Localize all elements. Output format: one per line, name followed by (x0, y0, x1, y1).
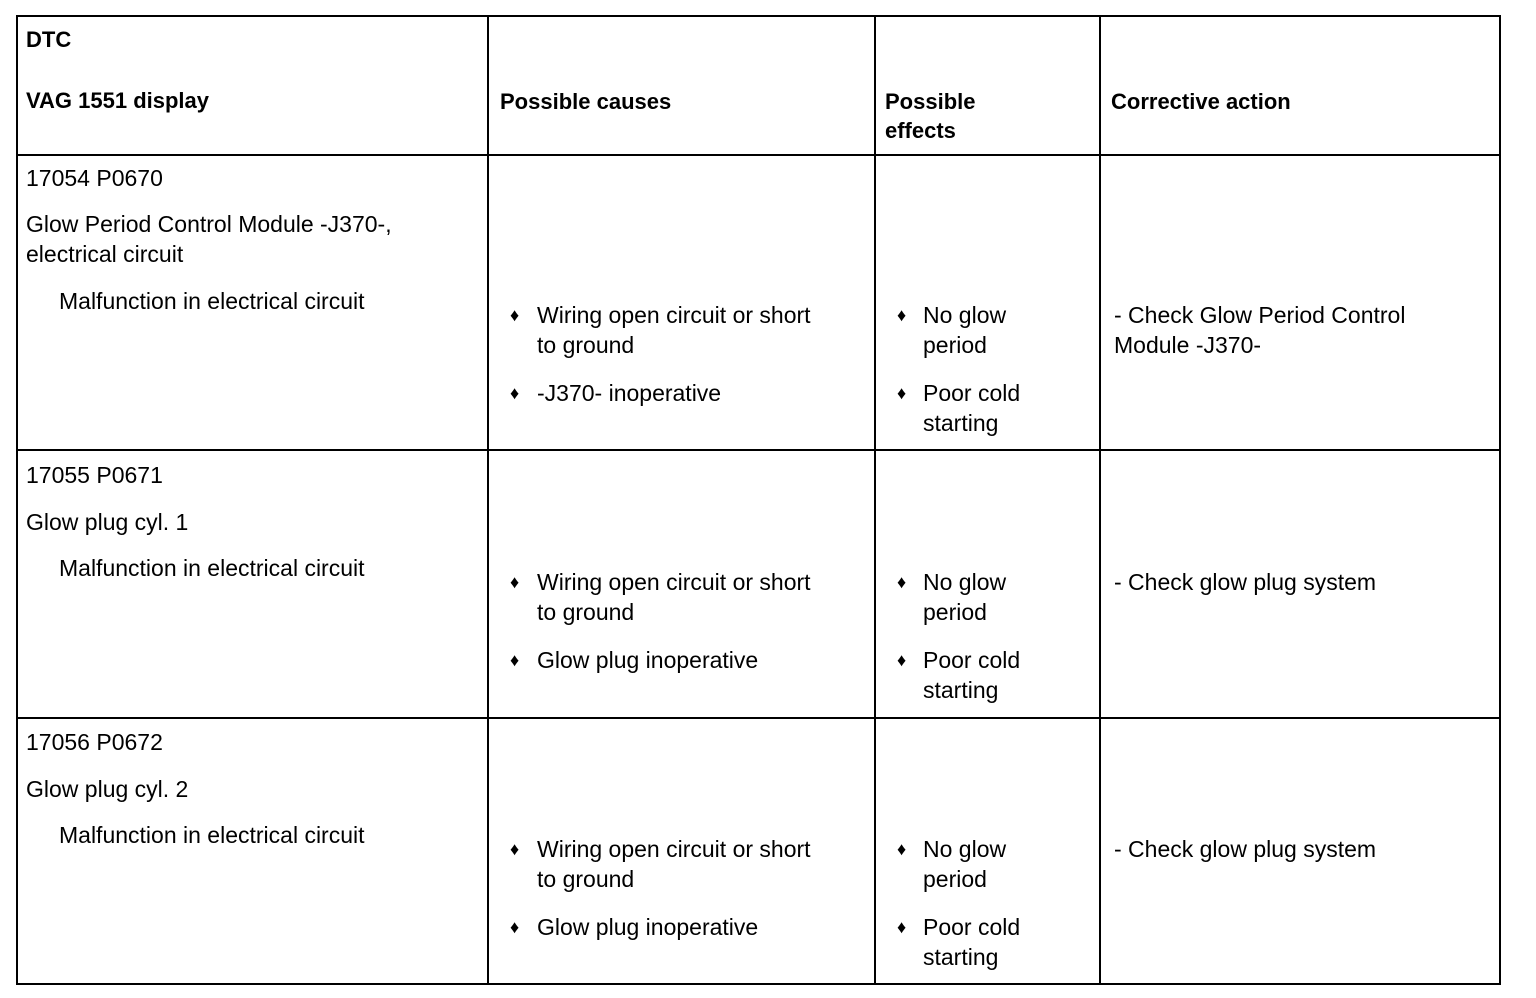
table-row-effects (877, 567, 1100, 723)
cause-item: ♦ Wiring open circuit or short to ground (510, 302, 811, 358)
cause-item: ♦ Wiring open circuit or short to ground (510, 569, 811, 625)
table-row-dtc (18, 727, 488, 850)
row-divider (16, 154, 1501, 156)
dtc-code: 17054 P0670 (26, 165, 163, 191)
header-effects-label: effects (885, 118, 956, 143)
dtc-fault: Malfunction in electrical circuit (59, 555, 365, 581)
table-row-effects (877, 834, 1100, 990)
action-text: - Check glow plug system (1114, 569, 1377, 595)
effect-item: ♦ No glow period (897, 302, 1007, 358)
dtc-code: 17056 P0672 (26, 729, 163, 755)
table-row-effects (877, 300, 1100, 456)
bullet-icon: ♦ (897, 305, 907, 325)
table-row-causes (490, 300, 875, 426)
cause-item: ♦ Wiring open circuit or short to ground (510, 836, 811, 892)
table-row-dtc (18, 163, 488, 316)
bullet-icon: ♦ (510, 572, 520, 592)
table-row-action (1102, 567, 1501, 597)
effect-item: ♦ Poor cold starting (897, 380, 1021, 436)
table-row-causes (490, 834, 875, 960)
effect-item: ♦ No glow period (897, 569, 1007, 625)
dtc-fault: Malfunction in electrical circuit (59, 822, 365, 848)
dtc-name: Glow Period Control Module -J370-, (26, 211, 392, 237)
header-effects (877, 87, 1100, 145)
header-dtc (18, 25, 488, 116)
effect-item: ♦ No glow period (897, 836, 1007, 892)
effect-item: ♦ Poor cold starting (897, 914, 1021, 970)
cause-item: ♦ -J370- inoperative (510, 380, 722, 406)
header-action (1102, 87, 1501, 117)
bullet-icon: ♦ (510, 839, 520, 859)
bullet-icon: ♦ (510, 305, 520, 325)
table-row-action (1102, 300, 1501, 360)
header-effects-label: Possible (885, 89, 976, 114)
row-divider (16, 449, 1501, 451)
bullet-icon: ♦ (897, 917, 907, 937)
bullet-icon: ♦ (510, 383, 520, 403)
dtc-name: Glow plug cyl. 2 (26, 776, 189, 802)
cause-item: ♦ Glow plug inoperative (510, 914, 759, 940)
header-causes-label: Possible causes (500, 89, 672, 114)
dtc-name: electrical circuit (26, 241, 184, 267)
table-row-causes (490, 567, 875, 693)
cause-item: ♦ Glow plug inoperative (510, 647, 759, 673)
table-row-action (1102, 834, 1501, 864)
action-text: Module -J370- (1114, 332, 1262, 358)
header-causes (490, 87, 875, 117)
header-action-label: Corrective action (1111, 89, 1291, 114)
table-row-dtc (18, 460, 488, 583)
effect-item: ♦ Poor cold starting (897, 647, 1021, 703)
header-display-label: VAG 1551 display (26, 88, 210, 113)
header-dtc-label: DTC (26, 27, 72, 52)
action-text: - Check glow plug system (1114, 836, 1377, 862)
row-divider (16, 717, 1501, 719)
bullet-icon: ♦ (897, 650, 907, 670)
bullet-icon: ♦ (510, 917, 520, 937)
bullet-icon: ♦ (897, 572, 907, 592)
dtc-name: Glow plug cyl. 1 (26, 509, 189, 535)
action-text: - Check Glow Period Control (1114, 302, 1406, 328)
dtc-code: 17055 P0671 (26, 462, 163, 488)
bullet-icon: ♦ (897, 383, 907, 403)
bullet-icon: ♦ (510, 650, 520, 670)
dtc-fault: Malfunction in electrical circuit (59, 288, 365, 314)
bullet-icon: ♦ (897, 839, 907, 859)
